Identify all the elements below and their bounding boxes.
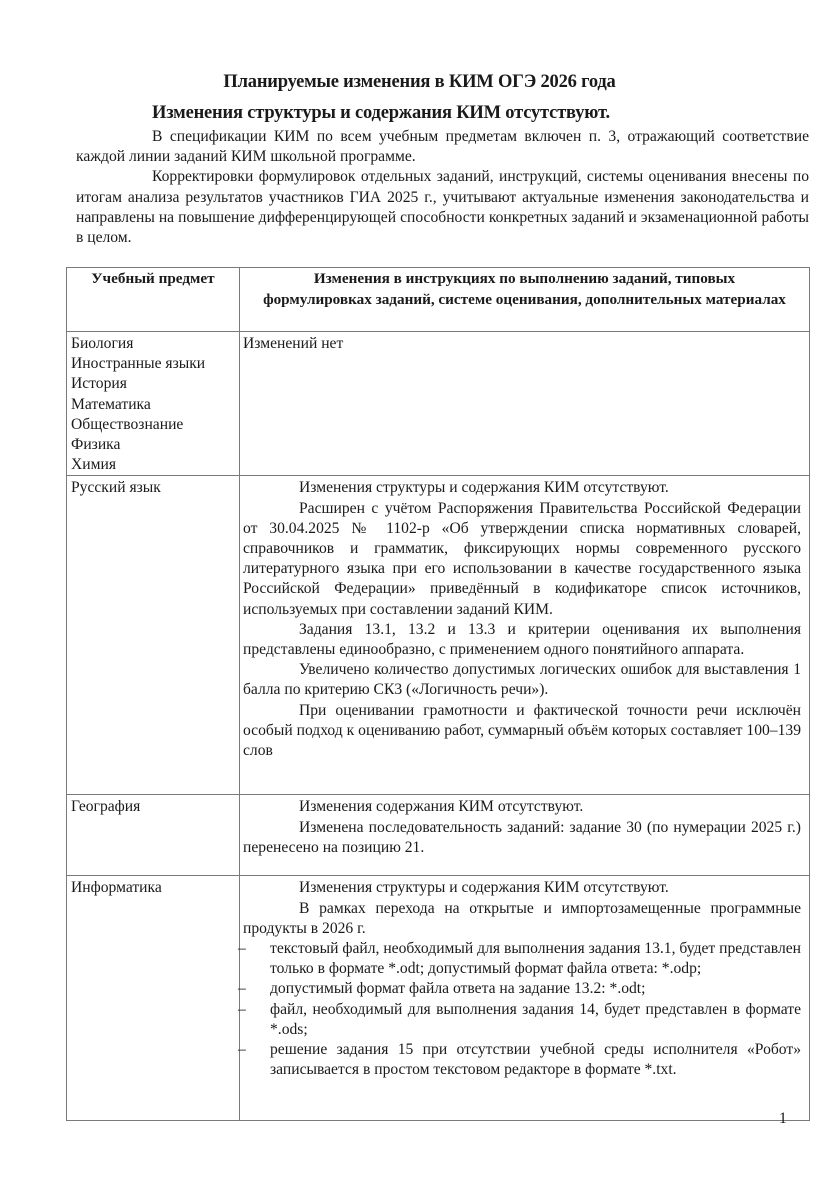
change-paragraph: Задания 13.1, 13.2 и 13.3 и критерии оценивания их выполнения представлены единообразно, с применением одного понятийного аппарата. [243,620,801,659]
subject-name: Биология [71,335,134,352]
subject-name: История [71,375,127,393]
change-paragraph: Изменений нет [243,335,344,352]
intro-paragraph: В спецификации КИМ по всем учебным предметам включен п. 3, отражающий соответствие каждой линии заданий КИМ школьной программе. [76,128,809,166]
dash-bullet-icon: – [238,1041,246,1059]
subject-name: Химия [71,456,116,474]
change-paragraph: Изменения содержания КИМ отсутствуют. [299,798,584,816]
list-item [238,939,801,979]
list-item [238,1040,801,1080]
changes-cell [240,795,810,876]
list-item-text: допустимый формат файла ответа на задание 13.2: *.odt; [270,980,646,998]
subject-cell [67,332,240,476]
page-subtitle: Изменения структуры и содержания КИМ отсутствуют. [152,103,610,123]
subject-name: Физика [71,436,121,454]
dash-bullet-icon: – [238,1000,246,1018]
changes-table [66,267,810,1121]
list-item-text: текстовый файл, необходимый для выполнения задания 13.1, будет представлен только в формате *.odt; допустимый формат файла ответа: *.odp; [270,940,801,978]
list-item-text: файл, необходимый для выполнения задания 14, будет представлен в формате *.ods; [270,1000,801,1038]
page-title: Планируемые изменения в КИМ ОГЭ 2026 года [223,72,616,92]
subject-name: География [71,798,141,816]
subject-name: Русский язык [71,479,161,497]
subject-cell [67,795,240,876]
change-paragraph: В рамках перехода на открытые и импортозамещенные программные продукты в 2026 г. [243,899,801,937]
dash-bullet-icon: – [238,980,246,998]
subject-cell [67,476,240,795]
page-number: 1 [779,1110,787,1127]
header-changes: Изменения в инструкциях по выполнению заданий, типовых формулировках заданий, системе оценивания, дополнительных материалах [240,268,810,332]
table-row [67,476,810,795]
intro-text [76,127,809,248]
dash-bullet-icon: – [238,940,246,958]
table-row [67,876,810,1121]
subject-name: Иностранные языки [71,355,206,373]
subject-name: Математика [71,395,151,413]
list-item-text: решение задания 15 при отсутствии учебной среды исполнителя «Робот» записывается в простом текстовом редакторе в формате *.txt. [270,1041,801,1079]
subject-name: Обществознание [71,415,184,433]
intro-paragraph: Корректировки формулировок отдельных заданий, инструкций, системы оценивания внесены по итогам анализа результатов участников ГИА 2025 г., учитывают актуальные изменения законодательства и направлены на повышение дифференцирующей способности конкретных заданий и экзаменационной работы в целом. [76,168,809,247]
table-row [67,795,810,876]
header-subject: Учебный предмет [67,268,240,332]
table-row [67,332,810,476]
changes-cell [240,476,810,795]
change-paragraph: Изменения структуры и содержания КИМ отсутствуют. [299,479,669,497]
table-header-row [67,268,810,332]
changes-cell [240,876,810,1121]
change-paragraph: Увеличено количество допустимых логических ошибок для выставления 1 балла по критерию СК3 («Логичность речи»). [243,661,801,699]
change-paragraph: При оценивании грамотности и фактической точности речи исключён особый подход к оцениванию работ, суммарный объём которых составляет 100–139 слов [243,701,801,760]
change-paragraph: Расширен с учётом Распоряжения Правительства Российской Федерации от 30.04.2025 № 1102-р «Об утверждении списка нормативных словарей, справочников и грамматик, фиксирующих нормы современного русского литературного языка при его использовании в качестве государственного языка Российской Федерации» приведённый в кодификаторе список источников, используемых при составлении заданий КИМ. [243,499,801,618]
list-item [238,979,801,999]
changes-list [238,939,801,1080]
changes-cell [240,332,810,476]
change-paragraph: Изменена последовательность заданий: задание 30 (по нумерации 2025 г.) перенесено на позицию 21. [243,818,801,856]
list-item [238,1000,801,1040]
subject-name: Информатика [71,879,162,897]
subject-cell [67,876,240,1121]
change-paragraph: Изменения структуры и содержания КИМ отсутствуют. [299,879,669,897]
